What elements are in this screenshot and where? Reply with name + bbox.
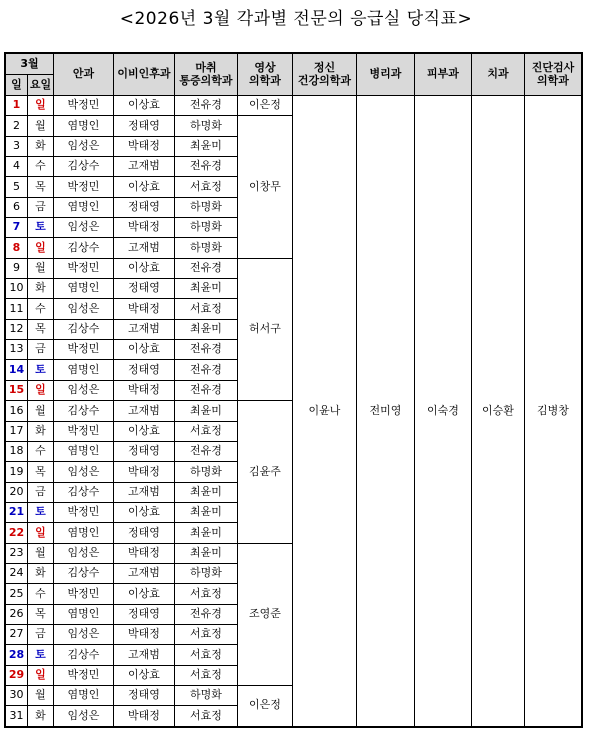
anesthesiology-cell: 하명화: [175, 116, 238, 136]
lab-medicine-cell: 김병창: [525, 96, 582, 727]
ophthalmology-cell: 김상수: [54, 482, 114, 502]
anesthesiology-cell: 하명화: [175, 462, 238, 482]
weekday-cell: 금: [28, 624, 54, 644]
ophthalmology-cell: 박정민: [54, 665, 114, 685]
dept-header-lab-medicine: 진단검사 의학과: [525, 54, 582, 96]
ophthalmology-cell: 박정민: [54, 584, 114, 604]
anesthesiology-cell: 서효정: [175, 177, 238, 197]
day-cell: 20: [6, 482, 28, 502]
month-header: 3월: [6, 54, 54, 75]
ophthalmology-cell: 박정민: [54, 177, 114, 197]
radiology-cell: 이창무: [238, 116, 293, 258]
day-cell: 15: [6, 380, 28, 400]
day-cell: 11: [6, 299, 28, 319]
weekday-cell: 수: [28, 299, 54, 319]
ophthalmology-cell: 박정민: [54, 258, 114, 278]
day-cell: 23: [6, 543, 28, 563]
ophthalmology-cell: 김상수: [54, 319, 114, 339]
anesthesiology-cell: 전유경: [175, 441, 238, 461]
ent-cell: 정태영: [114, 116, 175, 136]
ent-cell: 정태영: [114, 523, 175, 543]
anesthesiology-cell: 전유경: [175, 258, 238, 278]
weekday-cell: 목: [28, 462, 54, 482]
dept-header-dermatology: 피부과: [415, 54, 472, 96]
dept-header-dentistry: 치과: [472, 54, 525, 96]
ophthalmology-cell: 임성은: [54, 624, 114, 644]
anesthesiology-cell: 전유경: [175, 380, 238, 400]
anesthesiology-cell: 하명화: [175, 218, 238, 238]
ophthalmology-cell: 염명인: [54, 197, 114, 217]
weekday-cell: 월: [28, 543, 54, 563]
day-cell: 4: [6, 157, 28, 177]
ophthalmology-cell: 김상수: [54, 563, 114, 583]
day-cell: 29: [6, 665, 28, 685]
ent-cell: 이상효: [114, 502, 175, 522]
ophthalmology-cell: 김상수: [54, 401, 114, 421]
dept-header-ent: 이비인후과: [114, 54, 175, 96]
weekday-cell: 수: [28, 584, 54, 604]
ent-cell: 이상효: [114, 665, 175, 685]
ophthalmology-cell: 염명인: [54, 685, 114, 705]
weekday-cell: 금: [28, 340, 54, 360]
ophthalmology-cell: 염명인: [54, 441, 114, 461]
day-cell: 2: [6, 116, 28, 136]
ent-cell: 박태정: [114, 136, 175, 156]
weekday-cell: 금: [28, 482, 54, 502]
anesthesiology-cell: 전유경: [175, 360, 238, 380]
weekday-cell: 목: [28, 177, 54, 197]
ent-cell: 박태정: [114, 543, 175, 563]
ent-cell: 박태정: [114, 462, 175, 482]
day-cell: 10: [6, 279, 28, 299]
dept-header-psychiatry: 정신 건강의학과: [293, 54, 357, 96]
ent-cell: 이상효: [114, 584, 175, 604]
anesthesiology-cell: 최윤미: [175, 543, 238, 563]
day-cell: 21: [6, 502, 28, 522]
day-cell: 7: [6, 218, 28, 238]
page-title: <2026년 3월 각과별 전문의 응급실 당직표>: [119, 9, 473, 29]
day-cell: 1: [6, 96, 28, 116]
anesthesiology-cell: 하명화: [175, 197, 238, 217]
ophthalmology-cell: 임성은: [54, 299, 114, 319]
weekday-cell: 수: [28, 441, 54, 461]
ophthalmology-cell: 김상수: [54, 645, 114, 665]
day-cell: 27: [6, 624, 28, 644]
weekday-cell: 토: [28, 218, 54, 238]
ent-cell: 고재범: [114, 645, 175, 665]
anesthesiology-cell: 하명화: [175, 563, 238, 583]
day-cell: 5: [6, 177, 28, 197]
weekday-cell: 금: [28, 197, 54, 217]
anesthesiology-cell: 최윤미: [175, 136, 238, 156]
ophthalmology-cell: 임성은: [54, 218, 114, 238]
weekday-header: 요일: [28, 75, 54, 96]
weekday-cell: 월: [28, 401, 54, 421]
weekday-cell: 일: [28, 238, 54, 258]
ent-cell: 고재범: [114, 238, 175, 258]
day-header: 일: [6, 75, 28, 96]
weekday-cell: 토: [28, 360, 54, 380]
day-cell: 3: [6, 136, 28, 156]
anesthesiology-cell: 서효정: [175, 624, 238, 644]
ent-cell: 고재범: [114, 157, 175, 177]
ophthalmology-cell: 김상수: [54, 157, 114, 177]
anesthesiology-cell: 서효정: [175, 665, 238, 685]
ent-cell: 박태정: [114, 218, 175, 238]
anesthesiology-cell: 하명화: [175, 238, 238, 258]
ent-cell: 고재범: [114, 563, 175, 583]
ent-cell: 정태영: [114, 197, 175, 217]
weekday-cell: 목: [28, 604, 54, 624]
day-cell: 22: [6, 523, 28, 543]
weekday-cell: 화: [28, 421, 54, 441]
anesthesiology-cell: 서효정: [175, 584, 238, 604]
ophthalmology-cell: 박정민: [54, 340, 114, 360]
day-cell: 16: [6, 401, 28, 421]
ent-cell: 고재범: [114, 319, 175, 339]
psychiatry-cell: 이윤나: [293, 96, 357, 727]
weekday-cell: 일: [28, 523, 54, 543]
ent-cell: 이상효: [114, 258, 175, 278]
anesthesiology-cell: 전유경: [175, 157, 238, 177]
radiology-cell: 김윤주: [238, 401, 293, 543]
dept-header-ophthalmology: 안과: [54, 54, 114, 96]
weekday-cell: 토: [28, 502, 54, 522]
dept-header-radiology: 영상 의학과: [238, 54, 293, 96]
ophthalmology-cell: 임성은: [54, 706, 114, 726]
radiology-cell: 조영준: [238, 543, 293, 685]
ent-cell: 정태영: [114, 685, 175, 705]
ent-cell: 정태영: [114, 360, 175, 380]
anesthesiology-cell: 최윤미: [175, 502, 238, 522]
ophthalmology-cell: 박정민: [54, 421, 114, 441]
ent-cell: 박태정: [114, 706, 175, 726]
weekday-cell: 목: [28, 319, 54, 339]
ent-cell: 이상효: [114, 177, 175, 197]
day-cell: 19: [6, 462, 28, 482]
day-cell: 6: [6, 197, 28, 217]
dept-header-pathology: 병리과: [357, 54, 415, 96]
day-cell: 28: [6, 645, 28, 665]
weekday-cell: 화: [28, 563, 54, 583]
weekday-cell: 일: [28, 96, 54, 116]
radiology-cell: 이은정: [238, 96, 293, 116]
day-cell: 8: [6, 238, 28, 258]
duty-rows: [6, 96, 582, 727]
ophthalmology-cell: 염명인: [54, 116, 114, 136]
weekday-cell: 토: [28, 645, 54, 665]
day-cell: 17: [6, 421, 28, 441]
ent-cell: 박태정: [114, 380, 175, 400]
anesthesiology-cell: 최윤미: [175, 279, 238, 299]
day-cell: 31: [6, 706, 28, 726]
anesthesiology-cell: 최윤미: [175, 523, 238, 543]
ophthalmology-cell: 박정민: [54, 502, 114, 522]
ent-cell: 이상효: [114, 96, 175, 116]
ent-cell: 이상효: [114, 421, 175, 441]
ophthalmology-cell: 염명인: [54, 604, 114, 624]
ent-cell: 고재범: [114, 401, 175, 421]
day-cell: 14: [6, 360, 28, 380]
dermatology-cell: 이숙경: [415, 96, 472, 727]
anesthesiology-cell: 전유경: [175, 340, 238, 360]
anesthesiology-cell: 서효정: [175, 299, 238, 319]
anesthesiology-cell: 하명화: [175, 685, 238, 705]
pathology-cell: 전미영: [357, 96, 415, 727]
weekday-cell: 화: [28, 279, 54, 299]
ophthalmology-cell: 김상수: [54, 238, 114, 258]
dentistry-cell: 이승환: [472, 96, 525, 727]
ent-cell: 정태영: [114, 604, 175, 624]
ophthalmology-cell: 염명인: [54, 360, 114, 380]
anesthesiology-cell: 전유경: [175, 604, 238, 624]
ophthalmology-cell: 임성은: [54, 543, 114, 563]
anesthesiology-cell: 최윤미: [175, 482, 238, 502]
ophthalmology-cell: 박정민: [54, 96, 114, 116]
weekday-cell: 일: [28, 380, 54, 400]
day-cell: 24: [6, 563, 28, 583]
ent-cell: 박태정: [114, 624, 175, 644]
day-cell: 25: [6, 584, 28, 604]
ent-cell: 정태영: [114, 441, 175, 461]
ophthalmology-cell: 염명인: [54, 523, 114, 543]
dept-header-anesthesiology: 마취 통증의학과: [175, 54, 238, 96]
ent-cell: 정태영: [114, 279, 175, 299]
anesthesiology-cell: 서효정: [175, 421, 238, 441]
radiology-cell: 이은정: [238, 685, 293, 726]
ent-cell: 박태정: [114, 299, 175, 319]
anesthesiology-cell: 서효정: [175, 706, 238, 726]
day-cell: 30: [6, 685, 28, 705]
anesthesiology-cell: 최윤미: [175, 401, 238, 421]
anesthesiology-cell: 서효정: [175, 645, 238, 665]
weekday-cell: 월: [28, 685, 54, 705]
ophthalmology-cell: 임성은: [54, 462, 114, 482]
ophthalmology-cell: 임성은: [54, 380, 114, 400]
ent-cell: 고재범: [114, 482, 175, 502]
radiology-cell: 허서구: [238, 258, 293, 400]
day-cell: 9: [6, 258, 28, 278]
weekday-cell: 월: [28, 116, 54, 136]
duty-row: [6, 96, 582, 116]
duty-table: [5, 53, 582, 727]
weekday-cell: 일: [28, 665, 54, 685]
anesthesiology-cell: 최윤미: [175, 319, 238, 339]
day-cell: 26: [6, 604, 28, 624]
ent-cell: 이상효: [114, 340, 175, 360]
weekday-cell: 수: [28, 157, 54, 177]
ophthalmology-cell: 염명인: [54, 279, 114, 299]
day-cell: 18: [6, 441, 28, 461]
day-cell: 13: [6, 340, 28, 360]
weekday-cell: 월: [28, 258, 54, 278]
anesthesiology-cell: 전유경: [175, 96, 238, 116]
weekday-cell: 화: [28, 136, 54, 156]
weekday-cell: 화: [28, 706, 54, 726]
day-cell: 12: [6, 319, 28, 339]
ophthalmology-cell: 임성은: [54, 136, 114, 156]
